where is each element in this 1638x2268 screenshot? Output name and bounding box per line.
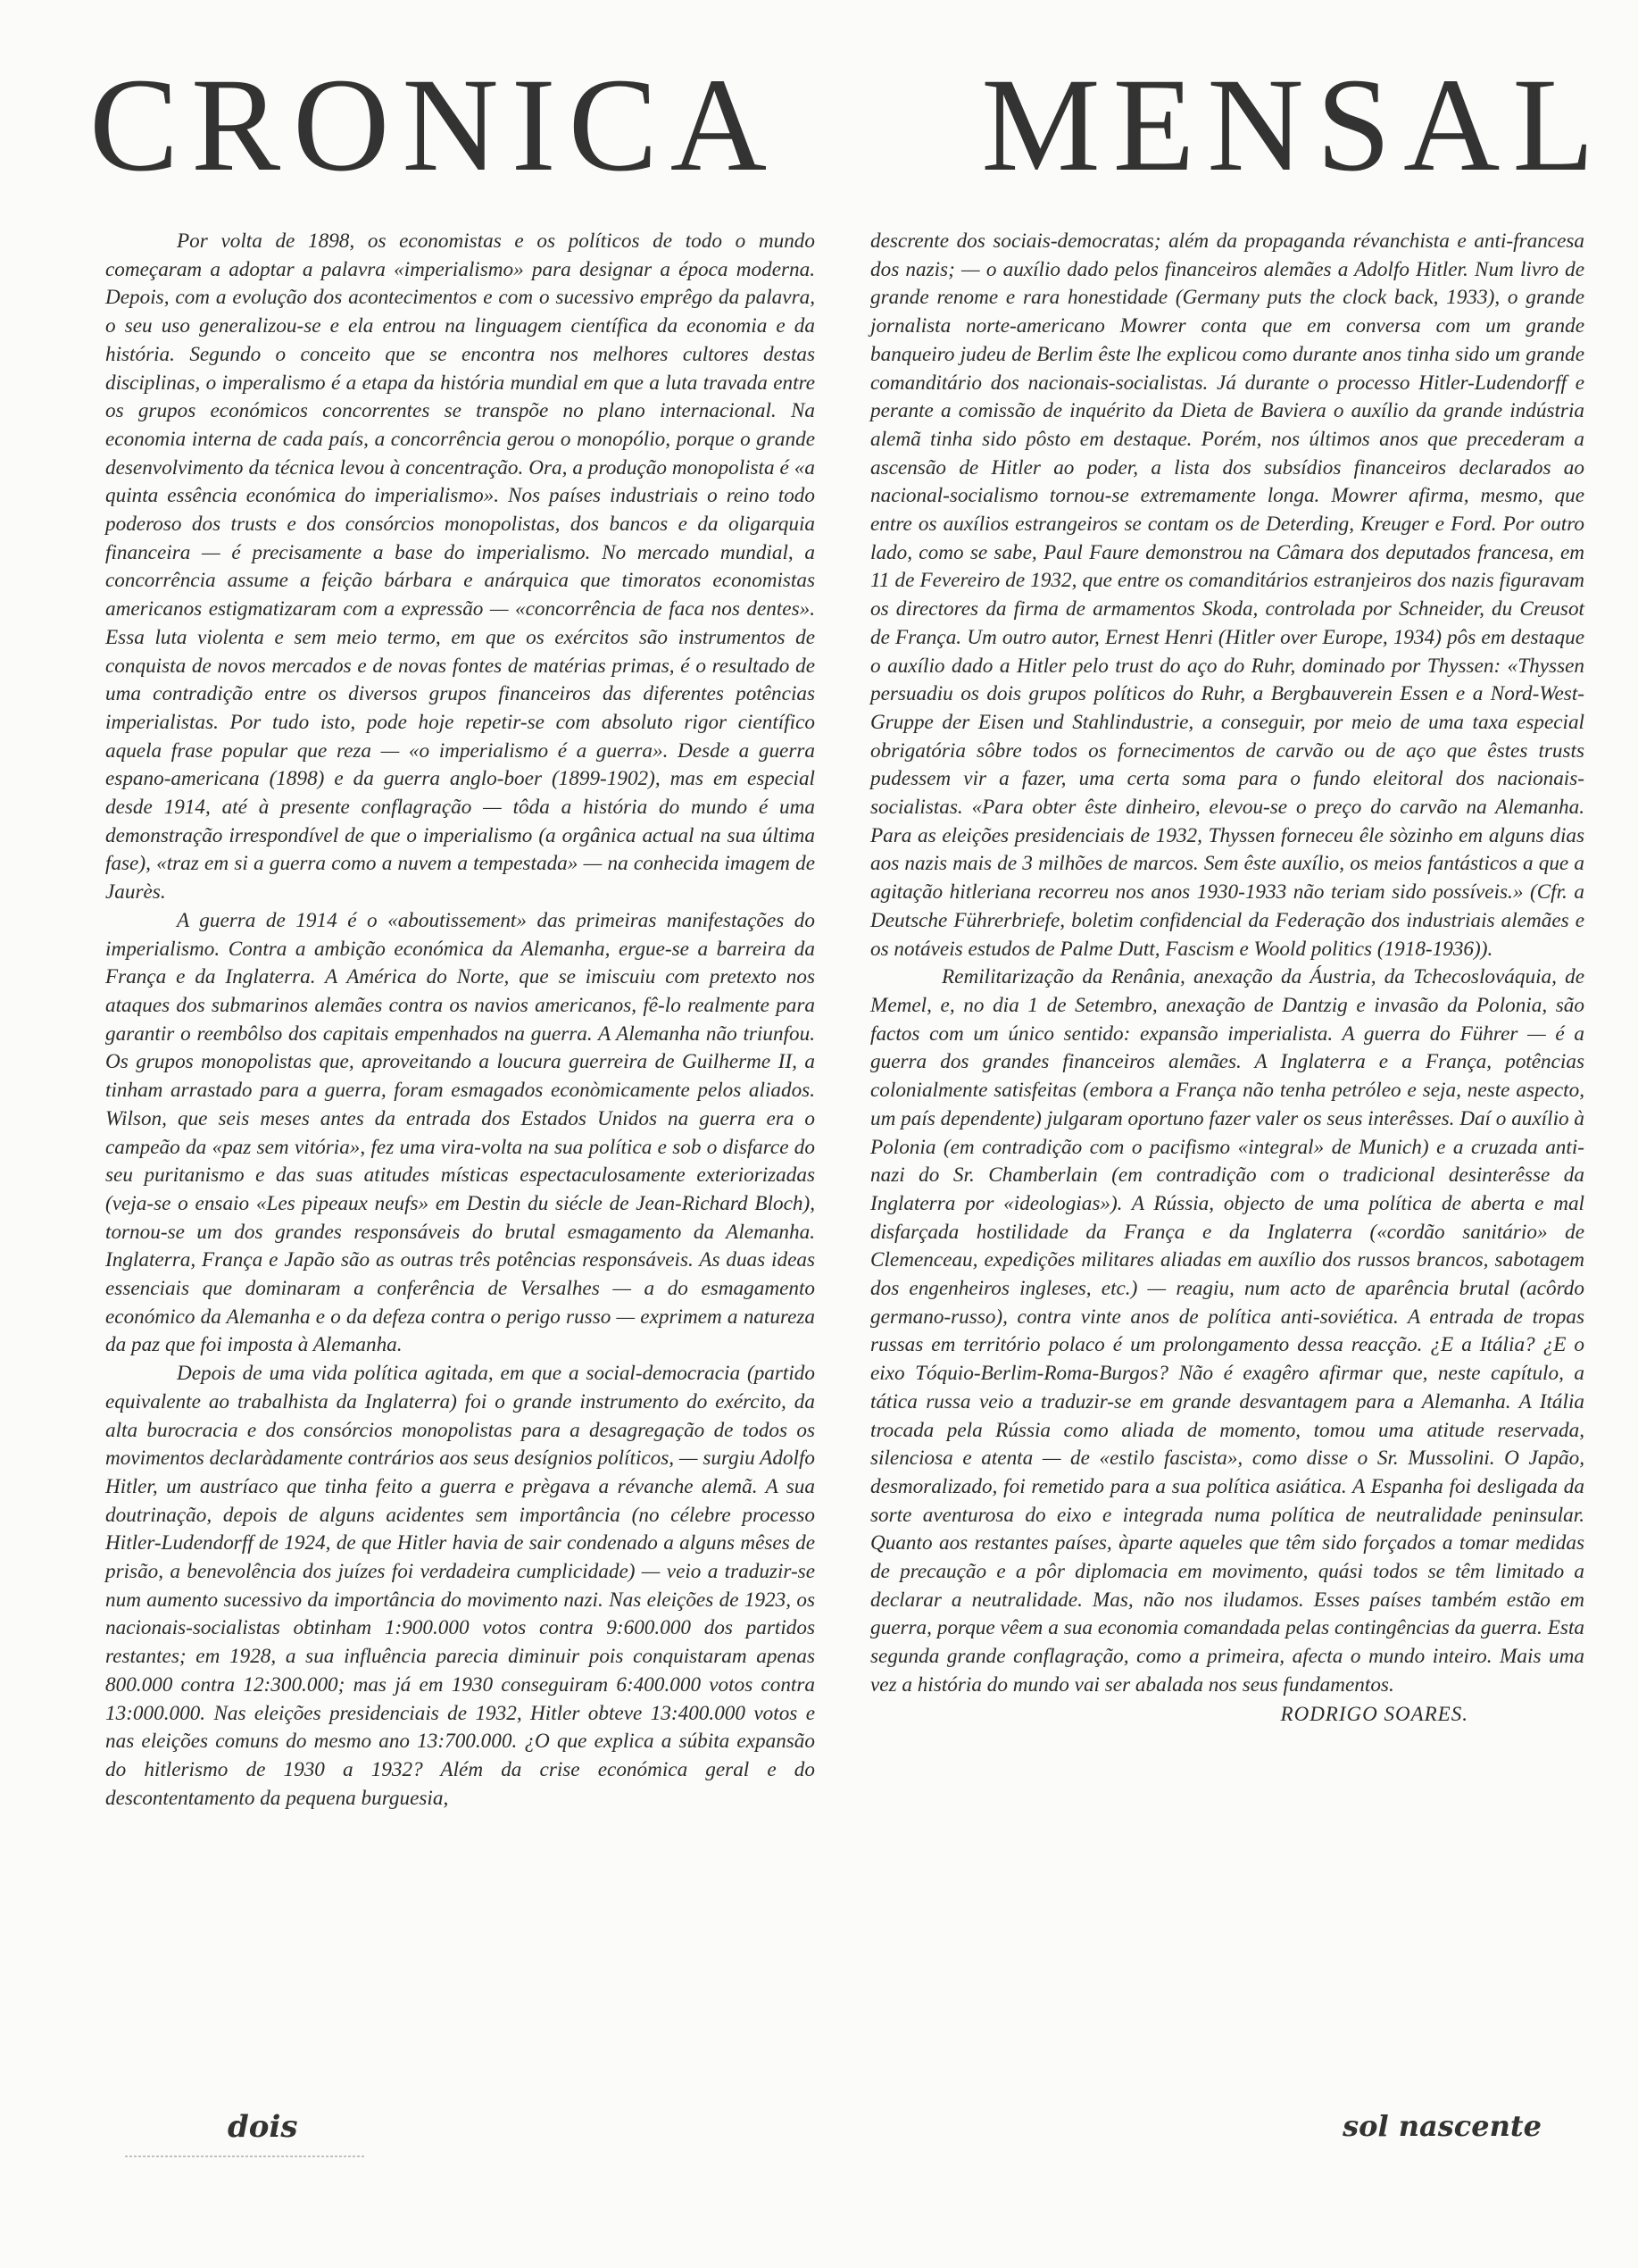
paragraph: Por volta de 1898, os economistas e os políticos de todo o mundo começaram a adoptar a palavra «imperialismo» para designar a época moderna. Depois, com a evolução dos acontecimentos e com o sucessivo emprêgo da palavra, o seu uso generalizou-se e ela entrou na linguagem científica da economia e da história. Segundo o conceito que se encontra nos melhores cultores destas disciplinas, o imperalismo é a etapa da história mundial em que a luta travada entre os grupos económicos concorrentes se transpõe no plano internacional. Na economia interna de cada país, a concorrência gerou o monopólio, porque o grande desenvolvimento da técnica levou à concentração. Ora, a produção monopolista é «a quinta essência económica do imperialismo». Nos países industriais o reino todo poderoso dos trusts e dos consórcios monopolistas, dos bancos e da oligarquia financeira — é precisamente a base do imperialismo. No mercado mundial, a concorrência assume a feição bárbara e anárquica que timoratos economistas americanos estigmatizaram com a expressão — «concorrência de faca nos dentes». Essa luta violenta e sem meio termo, em que os exércitos são instrumentos de conquista de novos mercados e de novas fontes de matérias primas, é o resultado de uma contradição entre os diversos grupos financeiros das diferentes potências imperialistas. Por tudo isto, pode hoje repetir-se com absoluto rigor científico aquela frase popular que reza — «o imperialismo é a guerra». Desde a guerra espano-americana (1898) e da guerra anglo-boer (1899-1902), mas em especial desde 1914, até à presente conflagração — tôda a história do mundo é uma demonstração irrespondível de que o imperialismo (a orgânica actual na sua última fase), «traz em si a guerra como a nuvem a tempestada» — na conhecida imagem de Jaurès. xyxy=(105,229,815,905)
paragraph: A guerra de 1914 é o «aboutissement» das primeiras manifestações do imperialismo. Contra a ambição económica da Alemanha, ergue-se a barreira da França e da Inglaterra. A América do Norte, que se imiscuiu com pretexto nos ataques dos submarinos alemães contra os navios americanos, fê-lo realmente para garantir o reembôlso dos capitais empenhados na guerra. A Alemanha não triunfou. Os grupos monopolistas que, aproveitando a loucura guerreira de Guilherme II, a tinham arrastado para a guerra, foram esmagados econòmicamente pelos aliados. Wilson, que seis meses antes da entrada dos Estados Unidos na guerra era o campeão da «paz sem vitória», fez uma vira-volta na sua política e sob o disfarce do seu puritanismo e das suas atitudes místicas espectaculosamente exteriorizadas (veja-se o ensaio «Les pipeaux neufs» em Destin du siécle de Jean-Richard Bloch), tornou-se um dos grandes responsáveis do brutal esmagamento da Alemanha. Inglaterra, França e Japão são as outras três potências responsáveis. As duas ideas essenciais que dominaram a conferência de Versalhes — a do esmagamento económico da Alemanha e o da defeza contra o perigo russo — exprimem a natureza da paz que foi imposta à Alemanha. xyxy=(105,908,815,1357)
paragraph: descrente dos sociais-democratas; além da propaganda révanchista e anti-francesa dos nazis; — o auxílio dado pelos financeiros alemães a Adolfo Hitler. Num livro de grande renome e rara honestidade (Germany puts the clock back, 1933), o grande jornalista norte-americano Mowrer conta que em conversa com um grande banqueiro judeu de Berlim êste lhe explicou como durante anos tinha sido um grande comanditário dos nacionais-socialistas. Já durante o processo Hitler-Ludendorff e perante a comissão de inquérito da Dieta de Baviera o auxílio da grande indústria alemã tinha sido pôsto em destaque. Porém, nos últimos anos que precederam a ascensão de Hitler ao poder, a lista dos subsídios financeiros declarados ao nacional-socialismo tornou-se extremamente longa. Mowrer afirma, mesmo, que entre os auxílios estrangeiros se contam os de Deterding, Kreuger e Ford. Por outro lado, como se sabe, Paul Faure demonstrou na Câmara dos deputados francesa, em 11 de Fevereiro de 1932, que entre os comanditários estranjeiros dos nazis figuravam os directores da firma de armamentos Skoda, controlada por Schneider, du Creusot de França. Um outro autor, Ernest Henri (Hitler over Europe, 1934) pôs em destaque o auxílio dado a Hitler pelo trust do aço do Ruhr, dominado por Thyssen: «Thyssen persuadiu os dois grupos políticos do Ruhr, a Bergbauverein Essen e a Nord-West-Gruppe der Eisen und Stahlindustrie, a conseguir, por meio de uma taxa especial obrigatória sôbre todos os fornecimentos de carvão ou de aço que êstes trusts pudessem vir a fazer, uma certa soma para o fundo eleitoral dos nacionais-socialistas. «Para obter êste dinheiro, elevou-se o preço do carvão na Alemanha. Para as eleições presidenciais de 1932, Thyssen forneceu êle sòzinho em alguns dias aos nazis mais de 3 milhões de marcos. Sem êste auxílio, os meios fantásticos a que a agitação hitleriana recorreu nos anos 1930-1933 não teriam sido possíveis.» (Cfr. a Deutsche Führerbriefe, boletim confidencial da Federação dos industriais alemães e os notáveis estudos de Palme Dutt, Fascism e Woold politics (1918-1936)). xyxy=(870,229,1584,961)
footer-rule xyxy=(125,2155,366,2157)
title-word-cronica: CRONICA xyxy=(89,51,780,199)
paragraph: Remilitarização da Renânia, anexação da Áustria, da Tchecoslováquia, de Memel, e, no dia 1 de Setembro, anexação de Dantzig e invasão da Polonia, são factos com um único sentido: expansão imperialista. A guerra do Führer — é a guerra dos grandes financeiros alemães. A Inglaterra e a França, potências colonialmente satisfeitas (embora a França não tenha petróleo e seja, neste aspecto, um país dependente) julgaram oportuno fazer valer os seus interêsses. Daí o auxílio à Polonia (em contradição com o pacifismo «integral» de Munich) e a cruzada anti-nazi do Sr. Chamberlain (em contradição com o tradicional desinterêsse da Inglaterra por «ideologias»). A Rússia, objecto de uma política de aberta e mal disfarçada hostilidade da França e da Inglaterra («cordão sanitário» de Clemenceau, expedições militares aliadas em auxílio dos russos brancos, sabotagem dos engenheiros ingleses, etc.) — reagiu, num acto de aparência brutal (acôrdo germano-russo), contra vinte anos de política anti-soviética. A entrada de tropas russas em território polaco é um prolongamento dessa reacção. ¿E a Itália? ¿E o eixo Tóquio-Berlim-Roma-Burgos? Não é exagêro afirmar que, neste capítulo, a tática russa veio a traduzir-se em grande desvantagem para a Alemanha. A Itália trocada pela Rússia como aliada de momento, tomou uma atitude reservada, silenciosa e atenta — de «estilo fascista», como disse o Sr. Mussolini. O Japão, desmoralizado, foi remetido para a sua política asiática. A Espanha foi desligada da sorte aventurosa do eixo e integrada numa política de neutralidade peninsular. Quanto aos restantes países, àparte aqueles que têm sido forçados a tomar medidas de precaução e a pôr diplomacia em movimento, quási todos se têm limitado a declarar a neutralidade. Mas, não nos iludamos. Esses países também estão em guerra, porque vêem a sua economia comandada pelas contingências da guerra. Esta segunda grande conflagração, como a primeira, afecta o mundo inteiro. Mais uma vez a história do mundo vai ser abalada nos seus fundamentos. xyxy=(870,965,1584,1697)
left-column xyxy=(105,228,815,1813)
title-word-mensal: MENSAL xyxy=(981,51,1607,199)
page-title xyxy=(89,51,1607,199)
publication-name: sol nascente xyxy=(1343,2109,1542,2143)
right-column xyxy=(870,228,1584,1728)
page-number-word: dois xyxy=(228,2109,298,2145)
author-signature: RODRIGO SOARES. xyxy=(1280,1702,1468,1725)
paragraph: Depois de uma vida política agitada, em que a social-democracia (partido equivalente ao trabalhista da Inglaterra) foi o grande instrumento do exército, da alta burocracia e dos consórcios monopolistas para a desagregação de todos os movimentos declaràdamente contrários aos seus desígnios políticos, — surgiu Adolfo Hitler, um austríaco que tinha feito a guerra e prègava a révanche alemã. A sua doutrinação, depois de alguns acidentes sem importância (no célebre processo Hitler-Ludendorff de 1924, de que Hitler havia de sair condenado a alguns mêses de prisão, a benevolência dos juízes foi verdadeira cumplicidade) — veio a traduzir-se num aumento sucessivo da importância do movimento nazi. Nas eleições de 1923, os nacionais-socialistas obtinham 1:900.000 votos contra 9:600.000 dos partidos restantes; em 1928, a sua influência parecia diminuir pois conquistaram apenas 800.000 contra 12:300.000; mas já em 1930 conseguiram 6:400.000 votos contra 13:000.000. Nas eleições presidenciais de 1932, Hitler obteve 13:400.000 votos e nas eleições comuns do mesmo ano 13:700.000. ¿O que explica a súbita expansão do hitlerismo de 1930 a 1932? Além da crise económica geral e do descontentamento da pequena burguesia, xyxy=(105,1362,815,1810)
